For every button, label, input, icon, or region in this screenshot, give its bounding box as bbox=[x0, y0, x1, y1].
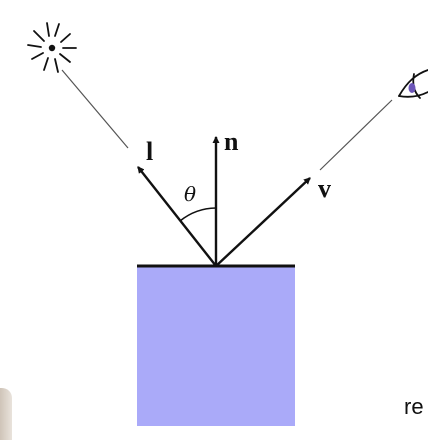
eye-icon bbox=[399, 70, 428, 98]
light-vector-arrow bbox=[138, 167, 216, 266]
light-ray bbox=[62, 70, 128, 148]
view-vector-label: v bbox=[318, 174, 331, 203]
sun-icon bbox=[28, 23, 76, 72]
angle-label: θ bbox=[184, 182, 197, 206]
caption-fragment: re bbox=[404, 394, 424, 419]
view-ray bbox=[320, 100, 392, 170]
surface-block bbox=[137, 266, 295, 426]
light-vector-label: l bbox=[146, 137, 154, 166]
view-vector-arrow bbox=[216, 178, 310, 266]
corner-decoration bbox=[0, 388, 12, 440]
normal-vector-label: n bbox=[224, 127, 239, 156]
angle-arc bbox=[180, 208, 216, 221]
